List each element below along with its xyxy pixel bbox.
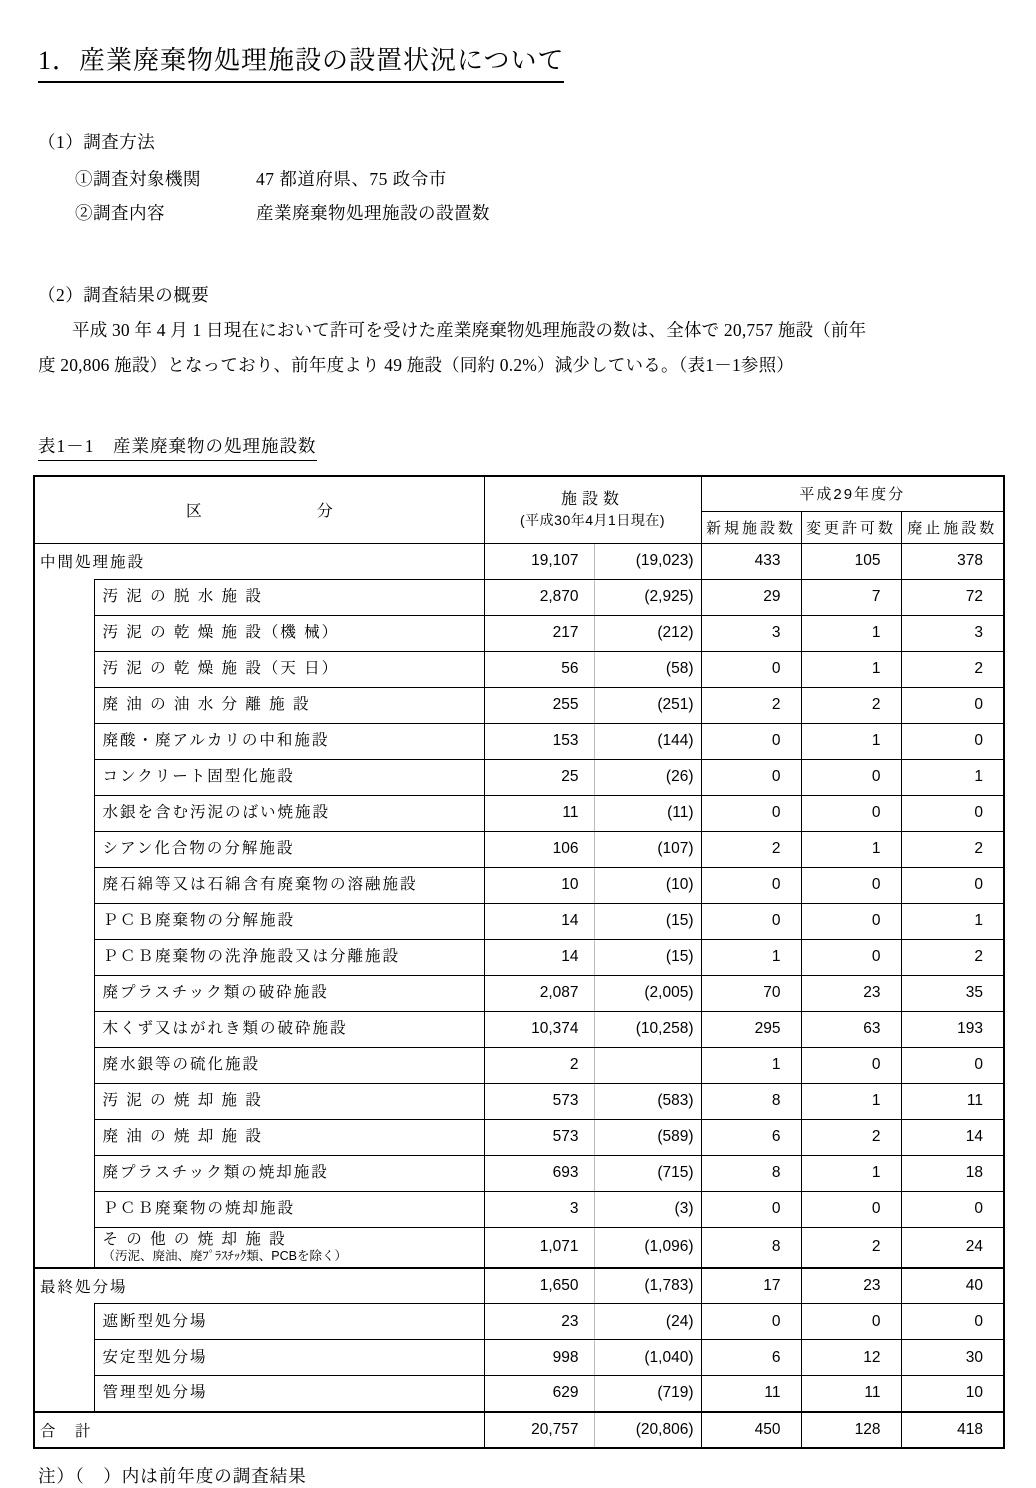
cell-new: 6 — [701, 1340, 801, 1376]
cell-category: 廃水銀等の硫化施設 — [94, 1047, 484, 1083]
cell-abolished: 1 — [901, 903, 1004, 939]
indent-cell — [34, 1304, 94, 1412]
cell-new: 0 — [701, 1191, 801, 1227]
table-row — [34, 975, 1004, 1011]
indent-cell — [34, 579, 94, 1268]
cell-count-prev: (3) — [594, 1191, 701, 1227]
cell-changed: 7 — [801, 579, 901, 615]
cell-category: 水銀を含む汚泥のばい焼施設 — [94, 795, 484, 831]
table-row — [34, 1340, 1004, 1376]
cell-abolished: 18 — [901, 1155, 1004, 1191]
cell-changed: 63 — [801, 1011, 901, 1047]
cell-count: 2 — [484, 1047, 594, 1083]
cell-new: 11 — [701, 1376, 801, 1412]
cell-category: 廃 油 の 油 水 分 離 施 設 — [94, 687, 484, 723]
cell-count-prev: (10,258) — [594, 1011, 701, 1047]
cell-changed: 23 — [801, 975, 901, 1011]
section-survey-method — [38, 129, 1003, 230]
cell-category: コンクリート固型化施設 — [94, 759, 484, 795]
cell-count: 573 — [484, 1083, 594, 1119]
table-row — [34, 867, 1004, 903]
table-row — [34, 903, 1004, 939]
header-category-right: 分 — [316, 503, 333, 521]
cell-count: 255 — [484, 687, 594, 723]
table-row — [34, 615, 1004, 651]
table-header-row — [34, 476, 1004, 511]
cell-category: 安定型処分場 — [94, 1340, 484, 1376]
cell-abolished: 11 — [901, 1083, 1004, 1119]
table-row — [34, 1011, 1004, 1047]
table-row — [34, 651, 1004, 687]
cell-count-prev: (58) — [594, 651, 701, 687]
cell-new: 17 — [701, 1268, 801, 1304]
cell-count: 10,374 — [484, 1011, 594, 1047]
cell-new: 2 — [701, 687, 801, 723]
cell-abolished: 0 — [901, 867, 1004, 903]
cell-count: 56 — [484, 651, 594, 687]
cell-abolished: 2 — [901, 831, 1004, 867]
cell-count: 20,757 — [484, 1412, 594, 1448]
cell-abolished: 2 — [901, 651, 1004, 687]
cell-changed: 1 — [801, 615, 901, 651]
cell-changed: 1 — [801, 723, 901, 759]
cell-category: 合 計 — [34, 1412, 484, 1448]
cell-category: シアン化合物の分解施設 — [94, 831, 484, 867]
cell-new: 29 — [701, 579, 801, 615]
survey-method-items — [75, 162, 1003, 230]
header-facility-count-date: (平成30年4月1日現在) — [520, 512, 665, 529]
cell-new: 2 — [701, 831, 801, 867]
table-row — [34, 723, 1004, 759]
cell-changed: 0 — [801, 903, 901, 939]
cell-new: 8 — [701, 1227, 801, 1268]
cell-changed: 0 — [801, 795, 901, 831]
cell-changed: 128 — [801, 1412, 901, 1448]
cell-abolished: 193 — [901, 1011, 1004, 1047]
cell-count: 2,087 — [484, 975, 594, 1011]
cell-abolished: 1 — [901, 759, 1004, 795]
cell-changed: 1 — [801, 1083, 901, 1119]
header-facility-count — [484, 476, 701, 543]
header-changed-permits: 変更許可数 — [801, 511, 901, 543]
survey-result-paragraph — [38, 313, 1003, 383]
cell-abolished: 3 — [901, 615, 1004, 651]
cell-changed: 23 — [801, 1268, 901, 1304]
cell-count-prev — [594, 1047, 701, 1083]
table-row — [34, 1227, 1004, 1268]
cell-count-prev: (15) — [594, 939, 701, 975]
cell-count: 19,107 — [484, 543, 594, 579]
cell-changed: 1 — [801, 831, 901, 867]
cell-new: 8 — [701, 1083, 801, 1119]
table-row — [34, 759, 1004, 795]
cell-count: 11 — [484, 795, 594, 831]
cell-category: ＰＣＢ廃棄物の分解施設 — [94, 903, 484, 939]
cell-new: 3 — [701, 615, 801, 651]
cell-count: 573 — [484, 1119, 594, 1155]
cell-new: 1 — [701, 939, 801, 975]
table-row — [34, 1119, 1004, 1155]
cell-category: そ の 他 の 焼 却 施 設 （汚泥、廃油、廃ﾌﾟﾗｽﾁｯｸ類、PCBを除く） — [94, 1227, 484, 1268]
cell-changed: 0 — [801, 939, 901, 975]
cell-count-prev: (589) — [594, 1119, 701, 1155]
cell-count-prev: (26) — [594, 759, 701, 795]
cell-new: 0 — [701, 867, 801, 903]
cell-count: 1,071 — [484, 1227, 594, 1268]
cell-abolished: 14 — [901, 1119, 1004, 1155]
cell-category: 汚 泥 の 乾 燥 施 設（天 日） — [94, 651, 484, 687]
table-body — [34, 543, 1004, 1448]
cell-new: 450 — [701, 1412, 801, 1448]
table-row — [34, 1304, 1004, 1340]
cell-count-prev: (144) — [594, 723, 701, 759]
cell-count: 998 — [484, 1340, 594, 1376]
cell-category: 廃石綿等又は石綿含有廃棄物の溶融施設 — [94, 867, 484, 903]
section-survey-result — [38, 282, 1003, 383]
survey-result-heading: （2）調査結果の概要 — [38, 285, 210, 305]
cell-category: 廃 油 の 焼 却 施 設 — [94, 1119, 484, 1155]
cell-count-prev: (212) — [594, 615, 701, 651]
cell-abolished: 10 — [901, 1376, 1004, 1412]
facilities-table — [33, 475, 1005, 1449]
cell-changed: 2 — [801, 1119, 901, 1155]
cell-new: 0 — [701, 723, 801, 759]
cell-count-prev: (719) — [594, 1376, 701, 1412]
table-row — [34, 795, 1004, 831]
cell-category: ＰＣＢ廃棄物の洗浄施設又は分離施設 — [94, 939, 484, 975]
cell-category: 中間処理施設 — [34, 543, 484, 579]
cell-count-prev: (1,096) — [594, 1227, 701, 1268]
cell-category: 廃プラスチック類の焼却施設 — [94, 1155, 484, 1191]
cell-count: 629 — [484, 1376, 594, 1412]
cell-category: 管理型処分場 — [94, 1376, 484, 1412]
cell-count: 693 — [484, 1155, 594, 1191]
cell-abolished: 0 — [901, 1047, 1004, 1083]
cell-count-prev: (583) — [594, 1083, 701, 1119]
method-item-label: ①調査対象機関 — [75, 169, 201, 189]
paragraph-line: 平成 30 年 4 月 1 日現在において許可を受けた産業廃棄物処理施設の数は、全体で 20,757 施設（前年 — [72, 320, 867, 340]
footnote: 注）（ ）内は前年度の調査結果 — [38, 1465, 307, 1486]
page-title: 1．産業廃棄物処理施設の設置状況について — [38, 40, 564, 83]
table-caption: 表1－1 産業廃棄物の処理施設数 — [38, 433, 317, 461]
cell-count-prev: (251) — [594, 687, 701, 723]
cell-changed: 11 — [801, 1376, 901, 1412]
cell-new: 8 — [701, 1155, 801, 1191]
cell-abolished: 0 — [901, 687, 1004, 723]
table-row — [34, 1155, 1004, 1191]
cell-abolished: 40 — [901, 1268, 1004, 1304]
cell-abolished: 378 — [901, 543, 1004, 579]
method-item — [75, 196, 1003, 230]
cell-abolished: 2 — [901, 939, 1004, 975]
cell-changed: 0 — [801, 1191, 901, 1227]
header-new-facilities: 新規施設数 — [701, 511, 801, 543]
header-facility-count-title: 施設数 — [560, 491, 624, 509]
cell-category: ＰＣＢ廃棄物の焼却施設 — [94, 1191, 484, 1227]
cell-abolished: 418 — [901, 1412, 1004, 1448]
method-item-value: 47 都道府県、75 政令市 — [256, 169, 447, 189]
cell-category: 廃プラスチック類の破砕施設 — [94, 975, 484, 1011]
cell-changed: 0 — [801, 759, 901, 795]
cell-count: 1,650 — [484, 1268, 594, 1304]
cell-category: 最終処分場 — [34, 1268, 484, 1304]
cell-new: 70 — [701, 975, 801, 1011]
cell-count-prev: (11) — [594, 795, 701, 831]
cell-count-prev: (19,023) — [594, 543, 701, 579]
cell-category: 木くず又はがれき類の破砕施設 — [94, 1011, 484, 1047]
cell-abolished: 30 — [901, 1340, 1004, 1376]
method-item-label: ②調査内容 — [75, 203, 165, 223]
cell-category-subtext: （汚泥、廃油、廃ﾌﾟﾗｽﾁｯｸ類、PCBを除く） — [102, 1248, 347, 1263]
table-row — [34, 1412, 1004, 1448]
cell-count-prev: (15) — [594, 903, 701, 939]
cell-count: 10 — [484, 867, 594, 903]
cell-abolished: 72 — [901, 579, 1004, 615]
cell-abolished: 35 — [901, 975, 1004, 1011]
table-row — [34, 1191, 1004, 1227]
cell-count: 3 — [484, 1191, 594, 1227]
cell-category: 廃酸・廃アルカリの中和施設 — [94, 723, 484, 759]
cell-category: 遮断型処分場 — [94, 1304, 484, 1340]
table-row — [34, 831, 1004, 867]
table-row — [34, 579, 1004, 615]
cell-category: 汚 泥 の 乾 燥 施 設（機 械） — [94, 615, 484, 651]
cell-count: 217 — [484, 615, 594, 651]
cell-changed: 2 — [801, 1227, 901, 1268]
cell-changed: 0 — [801, 867, 901, 903]
cell-new: 0 — [701, 903, 801, 939]
table-row — [34, 1083, 1004, 1119]
cell-count: 14 — [484, 903, 594, 939]
cell-abolished: 0 — [901, 795, 1004, 831]
cell-abolished: 0 — [901, 723, 1004, 759]
method-item-value: 産業廃棄物処理施設の設置数 — [256, 203, 490, 223]
paragraph-line: 度 20,806 施設）となっており、前年度より 49 施設（同約 0.2%）減少している。（表1－1参照） — [38, 355, 794, 375]
cell-count: 23 — [484, 1304, 594, 1340]
cell-count-prev: (1,040) — [594, 1340, 701, 1376]
cell-count-prev: (20,806) — [594, 1412, 701, 1448]
cell-changed: 2 — [801, 687, 901, 723]
header-h29-group: 平成29年度分 — [701, 476, 1004, 511]
cell-new: 295 — [701, 1011, 801, 1047]
cell-category: 汚 泥 の 脱 水 施 設 — [94, 579, 484, 615]
cell-count-prev: (107) — [594, 831, 701, 867]
cell-new: 0 — [701, 1304, 801, 1340]
cell-changed: 1 — [801, 651, 901, 687]
cell-new: 6 — [701, 1119, 801, 1155]
header-abolished-facilities: 廃止施設数 — [901, 511, 1004, 543]
cell-count-prev: (2,005) — [594, 975, 701, 1011]
cell-count-prev: (715) — [594, 1155, 701, 1191]
cell-count: 106 — [484, 831, 594, 867]
cell-changed: 1 — [801, 1155, 901, 1191]
method-item — [75, 162, 1003, 196]
cell-changed: 0 — [801, 1047, 901, 1083]
table-row — [34, 687, 1004, 723]
cell-count-prev: (24) — [594, 1304, 701, 1340]
header-category-left: 区 — [185, 503, 202, 521]
cell-count-prev: (10) — [594, 867, 701, 903]
cell-category: 汚 泥 の 焼 却 施 設 — [94, 1083, 484, 1119]
table-row — [34, 543, 1004, 579]
cell-count: 25 — [484, 759, 594, 795]
table-row — [34, 1376, 1004, 1412]
cell-changed: 12 — [801, 1340, 901, 1376]
cell-new: 0 — [701, 759, 801, 795]
cell-new: 433 — [701, 543, 801, 579]
header-category — [34, 476, 484, 543]
cell-count-prev: (2,925) — [594, 579, 701, 615]
cell-changed: 0 — [801, 1304, 901, 1340]
cell-changed: 105 — [801, 543, 901, 579]
table-row — [34, 1268, 1004, 1304]
cell-count: 2,870 — [484, 579, 594, 615]
cell-new: 1 — [701, 1047, 801, 1083]
cell-count-prev: (1,783) — [594, 1268, 701, 1304]
cell-count: 153 — [484, 723, 594, 759]
cell-new: 0 — [701, 795, 801, 831]
table-row — [34, 939, 1004, 975]
cell-abolished: 24 — [901, 1227, 1004, 1268]
cell-abolished: 0 — [901, 1304, 1004, 1340]
table-row — [34, 1047, 1004, 1083]
cell-abolished: 0 — [901, 1191, 1004, 1227]
survey-method-heading: （1）調査方法 — [38, 132, 156, 152]
cell-new: 0 — [701, 651, 801, 687]
cell-count: 14 — [484, 939, 594, 975]
